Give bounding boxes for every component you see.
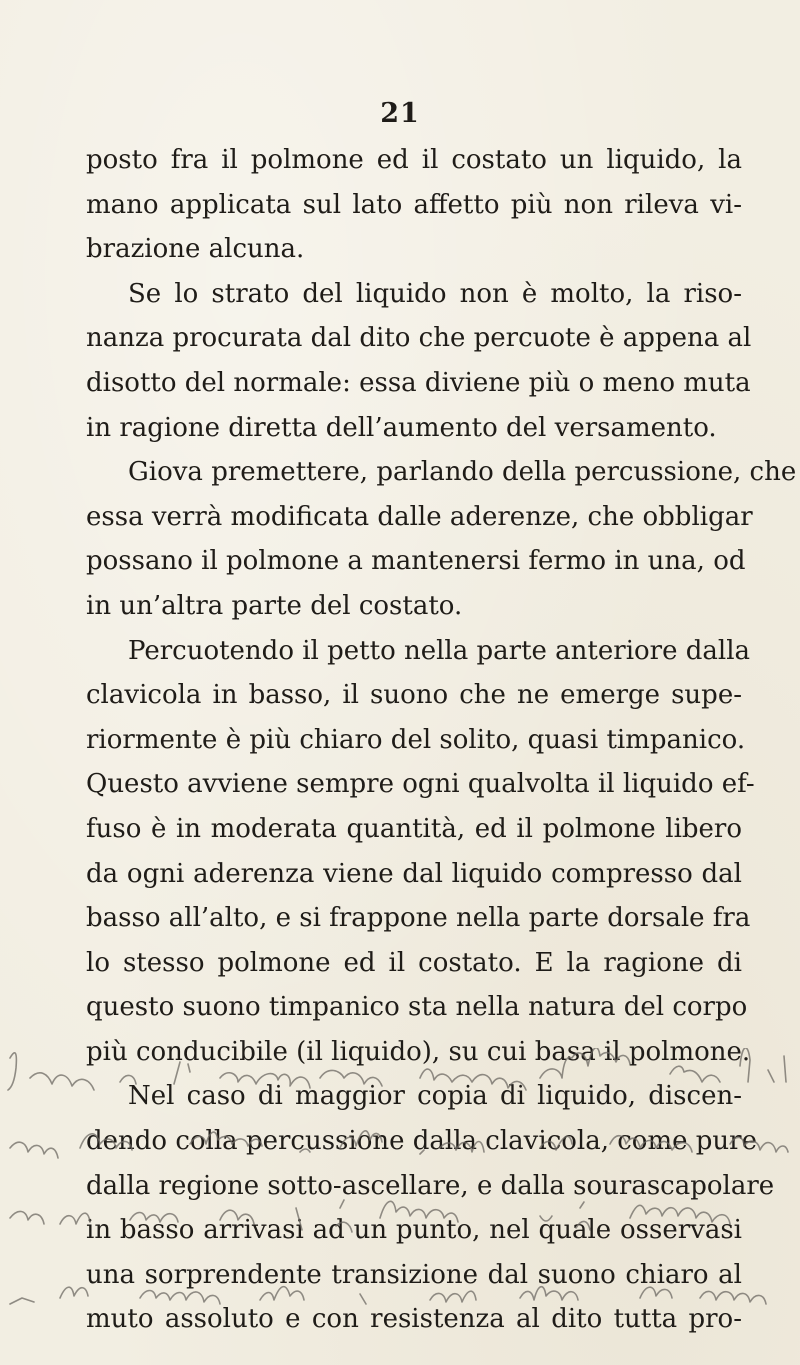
text-line: Giova premettere, parlando della percussione, che [128,457,797,488]
text-line: muto assoluto e con resistenza al dito tutta pro- [86,1304,742,1335]
text-line: posto fra il polmone ed il costato un liquido, la [86,145,742,175]
text-line: clavicola in basso, il suono che ne emerge supe- [86,680,742,711]
text-line: più conducibile (il liquido), su cui basa il polmone. [86,1036,751,1067]
text-line: brazione alcuna. [86,234,305,265]
text-line: mano applicata sul lato affetto più non rileva vi- [86,189,742,220]
text-line: Nel caso di maggior copia di liquido, discen- [128,1081,742,1112]
text-line: dendo colla percussione dalla clavicola, come pure [86,1126,757,1157]
text-line: disotto del normale: essa diviene più o meno muta [86,367,751,398]
text-line: Se lo strato del liquido non è molto, la riso- [128,278,742,309]
text-line: lo stesso polmone ed il costato. E la ragione di [86,947,742,978]
text-line: riormente è più chiaro del solito, quasi timpanico. [86,724,746,755]
text-line: basso all’alto, e si frappone nella parte dorsale fra [86,903,751,934]
text-line: Questo avviene sempre ogni qualvolta il liquido ef- [86,769,755,800]
text-line: essa verrà modificata dalle aderenze, che obbligar [86,501,753,532]
text-line: una sorprendente transizione dal suono chiaro al [86,1259,742,1290]
handwritten-annotation [0,1048,800,1365]
text-line: in basso arrivasi ad un punto, nel quale osservasi [86,1215,742,1246]
text-line: questo suono timpanico sta nella natura del corpo [86,992,748,1023]
text-line: in un’altra parte del costato. [86,590,463,621]
text-line: Percuotendo il petto nella parte anteriore dalla [128,635,751,666]
page-number: 21 [380,98,420,129]
text-line: in ragione diretta dell’aumento del versamento. [86,412,717,443]
text-line: nanza procurata dal dito che percuote è appena al [86,323,752,354]
text-line: fuso è in moderata quantità, ed il polmone libero [86,813,742,844]
text-line: da ogni aderenza viene dal liquido compresso dal [86,858,742,889]
text-line: possano il polmone a mantenersi fermo in una, od [86,546,746,577]
text-line: dalla regione sotto-ascellare, e dalla sourascapolare [86,1170,775,1201]
